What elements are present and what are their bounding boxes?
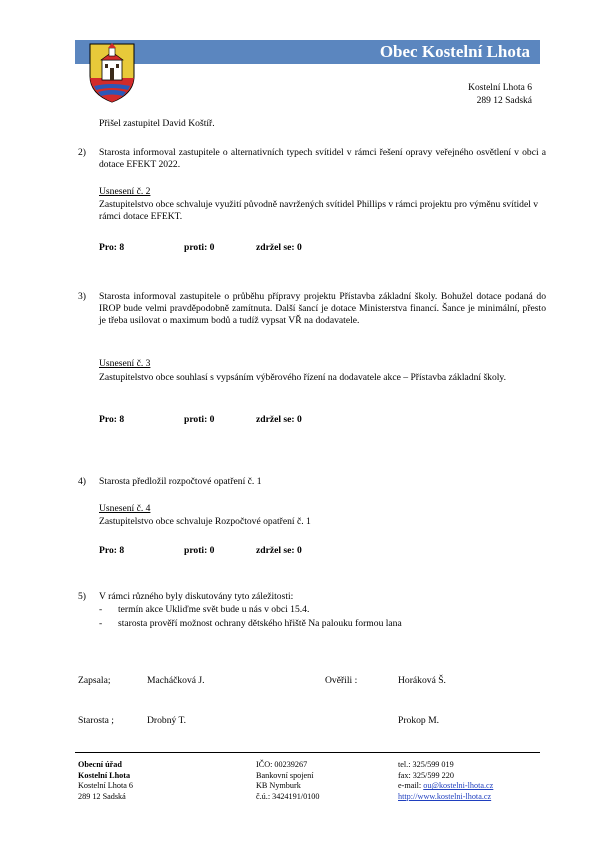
vote-zdrzel: zdržel se: 0 bbox=[256, 414, 302, 425]
resolution-title: Usnesení č. 4 bbox=[99, 503, 151, 514]
item-number: 4) bbox=[78, 476, 86, 487]
item-text: V rámci různého byly diskutovány tyto záležitosti: bbox=[99, 591, 294, 602]
zapsala-name: Macháčková J. bbox=[147, 675, 205, 686]
office-address: Kostelní Lhota 6 289 12 Sadská bbox=[468, 83, 532, 106]
footer-contact: tel.: 325/599 019 fax: 325/599 220 e-mail: ou@kostelni-lhota.cz http://www.kostelni-lhota.cz bbox=[398, 760, 494, 801]
footer-divider bbox=[75, 752, 540, 753]
vote-proti: proti: 0 bbox=[184, 545, 215, 556]
bullet-dash: - bbox=[99, 604, 103, 615]
resolution-title: Usnesení č. 3 bbox=[99, 358, 151, 369]
prokop-name: Prokop M. bbox=[398, 715, 440, 726]
municipality-title: Obec Kostelní Lhota bbox=[379, 42, 530, 61]
header-banner bbox=[75, 40, 540, 64]
vote-pro: Pro: 8 bbox=[99, 545, 125, 556]
vote-zdrzel: zdržel se: 0 bbox=[256, 545, 302, 556]
zapsala-label: Zapsala; bbox=[78, 675, 111, 686]
vote-zdrzel: zdržel se: 0 bbox=[256, 242, 302, 253]
resolution-text: Zastupitelstvo obce schvaluje využití původně navržených svítidel Phillips v rámci projektu pro výměnu svítidel v rámci dotace EFEKT. bbox=[99, 199, 539, 223]
overili-name: Horáková Š. bbox=[398, 675, 446, 686]
intro-text: Přišel zastupitel David Koštíř. bbox=[99, 118, 215, 129]
coat-of-arms-icon bbox=[88, 42, 136, 104]
item-number: 2) bbox=[78, 147, 86, 158]
item-number: 3) bbox=[78, 291, 86, 302]
vote-proti: proti: 0 bbox=[184, 242, 215, 253]
vote-proti: proti: 0 bbox=[184, 414, 215, 425]
item-text: Starosta informoval zastupitele o alternativních typech svítidel v rámci řešení opravy veřejného osvětlení v obci a dotace EFEKT 2022. bbox=[99, 147, 546, 171]
starosta-name: Drobný T. bbox=[147, 715, 187, 726]
footer-office: Obecní úřad Kostelní Lhota Kostelní Lhota 6 289 12 Sadská bbox=[78, 760, 134, 801]
email-link[interactable]: ou@kostelni-lhota.cz bbox=[423, 781, 494, 791]
starosta-label: Starosta ; bbox=[78, 715, 114, 726]
item-text: Starosta informoval zastupitele o průběhu přípravy projektu Přístavba základní školy. Bohužel dotace podaná do IROP bude velmi pravděpodobně zamítnuta. Další šancí je dotace Ministerstva financí. Šance je minimální, přesto je třeba usilovat o maximum bodů a tudíž vypsat VŘ na dodavatele. bbox=[99, 291, 546, 327]
resolution-text: Zastupitelstvo obce souhlasí s vypsáním výběrového řízení na dodavatele akce – Přístavba základní školy. bbox=[99, 372, 507, 383]
web-link[interactable]: http://www.kostelni-lhota.cz bbox=[398, 791, 492, 801]
vote-pro: Pro: 8 bbox=[99, 242, 125, 253]
item-text: Starosta předložil rozpočtové opatření č. 1 bbox=[99, 476, 262, 487]
list-item: termín akce Ukliďme svět bude u nás v obci 15.4. bbox=[118, 604, 310, 615]
footer-bank: IČO: 00239267 Bankovní spojení KB Nymburk č.ú.: 3424191/0100 bbox=[256, 760, 320, 801]
overili-label: Ověřili : bbox=[325, 675, 358, 686]
resolution-title: Usnesení č. 2 bbox=[99, 186, 151, 197]
bullet-dash: - bbox=[99, 618, 103, 629]
list-item: starosta prověří možnost ochrany dětského hřiště Na palouku formou lana bbox=[118, 618, 402, 629]
item-number: 5) bbox=[78, 591, 86, 602]
vote-pro: Pro: 8 bbox=[99, 414, 125, 425]
resolution-text: Zastupitelstvo obce schvaluje Rozpočtové opatření č. 1 bbox=[99, 516, 311, 527]
